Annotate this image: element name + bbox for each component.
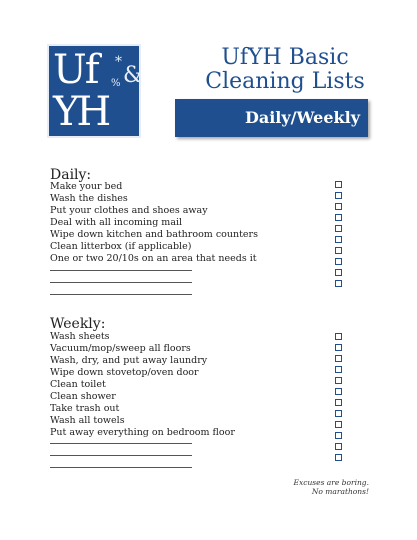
page-title [200, 46, 370, 94]
weekly-item: Take trash out [50, 403, 120, 414]
daily-checkbox[interactable] [335, 269, 342, 276]
weekly-heading: Weekly: [50, 316, 106, 332]
svg-text:%: % [111, 78, 121, 89]
blank-line[interactable] [50, 455, 192, 456]
weekly-item: Wash sheets [50, 331, 110, 342]
daily-item: Deal with all incoming mail [50, 217, 183, 228]
weekly-item: Clean toilet [50, 379, 106, 390]
blank-line[interactable] [50, 443, 192, 444]
weekly-item: Wipe down stovetop/oven door [50, 367, 199, 378]
weekly-checkbox[interactable] [335, 377, 342, 384]
title-line-1: UfYH Basic [221, 45, 349, 70]
ampersand-graphic-icon [109, 52, 143, 90]
blank-line[interactable] [50, 467, 192, 468]
banner [175, 99, 368, 137]
weekly-item: Wash, dry, and put away laundry [50, 355, 208, 366]
weekly-checkbox[interactable] [335, 432, 342, 439]
title-line-2: Cleaning Lists [205, 69, 365, 94]
footer-note [294, 478, 369, 496]
weekly-checkbox[interactable] [335, 421, 342, 428]
daily-item: Wipe down kitchen and bathroom counters [50, 229, 258, 240]
weekly-checkbox[interactable] [335, 399, 342, 406]
weekly-item: Put away everything on bedroom floor [50, 427, 235, 438]
daily-checkbox[interactable] [335, 192, 342, 199]
daily-checkbox[interactable] [335, 181, 342, 188]
weekly-item: Clean shower [50, 391, 116, 402]
ufyh-logo [47, 44, 141, 138]
weekly-checkbox[interactable] [335, 333, 342, 340]
daily-item: One or two 20/10s on an area that needs it [50, 253, 257, 264]
logo-text-bottom: YH [53, 89, 109, 135]
daily-heading: Daily: [50, 167, 92, 183]
daily-item: Clean litterbox (if applicable) [50, 241, 192, 252]
daily-checkbox[interactable] [335, 225, 342, 232]
weekly-item: Vacuum/mop/sweep all floors [50, 343, 191, 354]
daily-item: Wash the dishes [50, 193, 128, 204]
footer-note-line-2: No marathons! [311, 487, 369, 496]
weekly-checkbox[interactable] [335, 410, 342, 417]
logo-text-top: Uf [53, 47, 98, 93]
daily-checkbox[interactable] [335, 203, 342, 210]
daily-checkbox[interactable] [335, 214, 342, 221]
footer-note-line-1: Excuses are boring. [293, 478, 369, 487]
weekly-checkbox[interactable] [335, 454, 342, 461]
daily-item: Make your bed [50, 181, 123, 192]
daily-checkbox[interactable] [335, 236, 342, 243]
daily-checkbox[interactable] [335, 247, 342, 254]
blank-line[interactable] [50, 270, 192, 271]
weekly-checkbox[interactable] [335, 355, 342, 362]
blank-line[interactable] [50, 294, 192, 295]
weekly-checkbox[interactable] [335, 388, 342, 395]
svg-text:&: & [123, 63, 143, 88]
weekly-item: Wash all towels [50, 415, 125, 426]
weekly-checkbox[interactable] [335, 344, 342, 351]
weekly-checkbox[interactable] [335, 366, 342, 373]
blank-line[interactable] [50, 282, 192, 283]
weekly-checkbox[interactable] [335, 443, 342, 450]
banner-label: Daily/Weekly [244, 108, 360, 127]
daily-checkbox[interactable] [335, 280, 342, 287]
svg-text:*: * [115, 54, 122, 70]
daily-item: Put your clothes and shoes away [50, 205, 208, 216]
daily-checkbox[interactable] [335, 258, 342, 265]
